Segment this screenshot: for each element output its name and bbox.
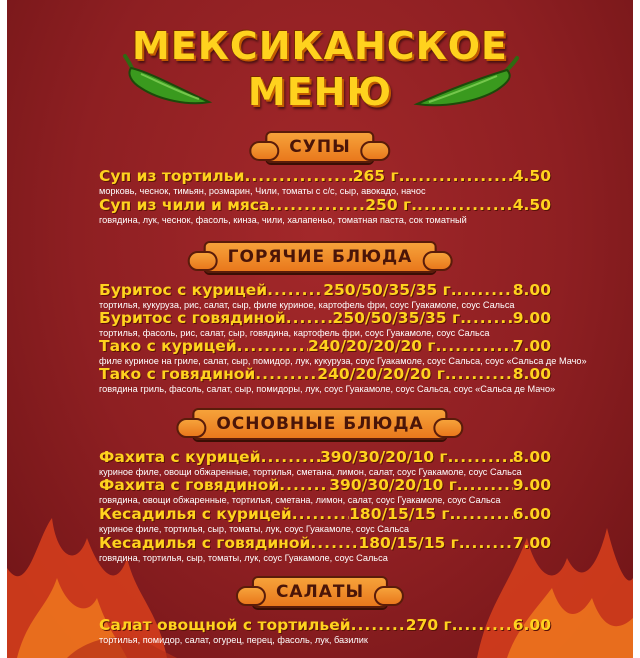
menu-title-line-1: МЕКСИКАНСКОЕ bbox=[131, 24, 508, 68]
item-price: 8.00 bbox=[512, 365, 551, 383]
item-price: 9.00 bbox=[512, 309, 551, 327]
item-price: 8.00 bbox=[512, 281, 551, 299]
menu-item bbox=[99, 535, 551, 564]
item-weight: 250 г. bbox=[365, 196, 417, 214]
item-name: Суп из тортильи bbox=[99, 167, 245, 185]
menu-item bbox=[99, 617, 551, 646]
item-description: тортилья, кукуруза, рис, салат, сыр, филе куриное, картофель фри, соус Гуакамоле, соус Сальса bbox=[99, 300, 515, 310]
menu-item bbox=[99, 168, 551, 197]
item-weight: 180/15/15 г. bbox=[349, 505, 456, 523]
menu-poster bbox=[7, 0, 633, 658]
item-weight: 250/50/35/35 г. bbox=[332, 309, 466, 327]
section-banner-main-dishes bbox=[192, 408, 447, 440]
section-banner-hot-dishes bbox=[204, 241, 437, 273]
item-weight: 390/30/20/10 г. bbox=[329, 476, 463, 494]
item-name: Буритос с говядиной bbox=[99, 309, 286, 327]
item-name: Фахита с говядиной bbox=[99, 476, 280, 494]
section-banner-soups bbox=[265, 131, 374, 163]
item-description: говядина, овощи обжаренные, тортилья, сметана, лимон, салат, соус Гуакамоле, соус Сальса bbox=[99, 495, 501, 505]
item-description: говядина, тортилья, сыр, томаты, лук, соус Гуакамоле, соус Сальса bbox=[99, 553, 388, 563]
item-description: куриное филе, овощи обжаренные, тортилья, сметана, лимон, салат, соус Гуакамоле, соус Сальса bbox=[99, 467, 522, 477]
section-title: ОСНОВНЫЕ БЛЮДА bbox=[216, 414, 424, 434]
item-name: Кесадилья с курицей bbox=[99, 505, 292, 523]
menu-item bbox=[99, 310, 551, 339]
item-price: 7.00 bbox=[512, 337, 551, 355]
item-description: куриное филе, тортилья, сыр, томаты, лук, соус Гуакамоле, соус Сальса bbox=[99, 524, 409, 534]
item-name: Фахита с курицей bbox=[99, 448, 261, 466]
section-title: ГОРЯЧИЕ БЛЮДА bbox=[227, 247, 413, 267]
item-name: Буритос с курицей bbox=[99, 281, 268, 299]
item-price: 6.00 bbox=[512, 505, 551, 523]
menu-item bbox=[99, 337, 587, 367]
item-name: Кесадилья с говядиной bbox=[99, 534, 311, 552]
menu-item bbox=[99, 282, 551, 311]
item-price: 4.50 bbox=[512, 196, 551, 214]
item-price: 8.00 bbox=[512, 448, 551, 466]
item-weight: 240/20/20/20 г. bbox=[317, 365, 451, 383]
item-description: филе куриное на гриле, салат, сыр, помидор, лук, кукуруза, соус Гуакамоле, соус Сальса, соус «Сальса де Мачо» bbox=[99, 356, 587, 366]
item-name: Салат овощной с тортильей bbox=[99, 616, 351, 634]
menu-item bbox=[99, 365, 556, 395]
item-weight: 390/30/20/10 г. bbox=[319, 448, 454, 466]
item-weight: 250/50/35/35 г. bbox=[323, 281, 457, 299]
item-weight: 240/20/20/20 г. bbox=[307, 337, 442, 355]
item-price: 9.00 bbox=[512, 476, 551, 494]
item-price: 7.00 bbox=[512, 534, 551, 552]
item-description: морковь, чеснок, тимьян, розмарин, Чили, томаты с с/с, сыр, авокадо, начос bbox=[99, 186, 426, 196]
menu-item bbox=[99, 197, 551, 226]
item-price: 6.00 bbox=[512, 616, 551, 634]
item-name: Тако с курицей bbox=[99, 337, 237, 355]
item-price: 4.50 bbox=[512, 167, 551, 185]
item-description: говядина, лук, чеснок, фасоль, кинза, чили, халапеньо, томатная паста, сок томатный bbox=[99, 215, 467, 225]
menu-item bbox=[99, 477, 551, 506]
item-description: тортилья, фасоль, рис, салат, сыр, говядина, картофель фри, соус Гуакамоле, соус Сальса bbox=[99, 328, 490, 338]
section-title: СУПЫ bbox=[289, 137, 351, 157]
item-name: Тако с говядиной bbox=[99, 365, 256, 383]
item-weight: 265 г. bbox=[352, 167, 405, 185]
item-weight: 270 г. bbox=[405, 616, 458, 634]
item-description: говядина гриль, фасоль, салат, сыр, помидоры, лук, соус Гуакамоле, соус Сальса, соус «Сальса де Мачо» bbox=[99, 384, 556, 394]
menu-item bbox=[99, 449, 551, 478]
item-name: Суп из чили и мяса bbox=[99, 196, 270, 214]
section-banner-salads bbox=[252, 576, 388, 608]
item-weight: 180/15/15 г. bbox=[358, 534, 465, 552]
item-description: тортилья, помидор, салат, огурец, перец, фасоль, лук, базилик bbox=[99, 635, 368, 645]
menu-item bbox=[99, 506, 551, 535]
section-title: САЛАТЫ bbox=[275, 582, 365, 602]
menu-title-line-2: МЕНЮ bbox=[247, 70, 393, 114]
